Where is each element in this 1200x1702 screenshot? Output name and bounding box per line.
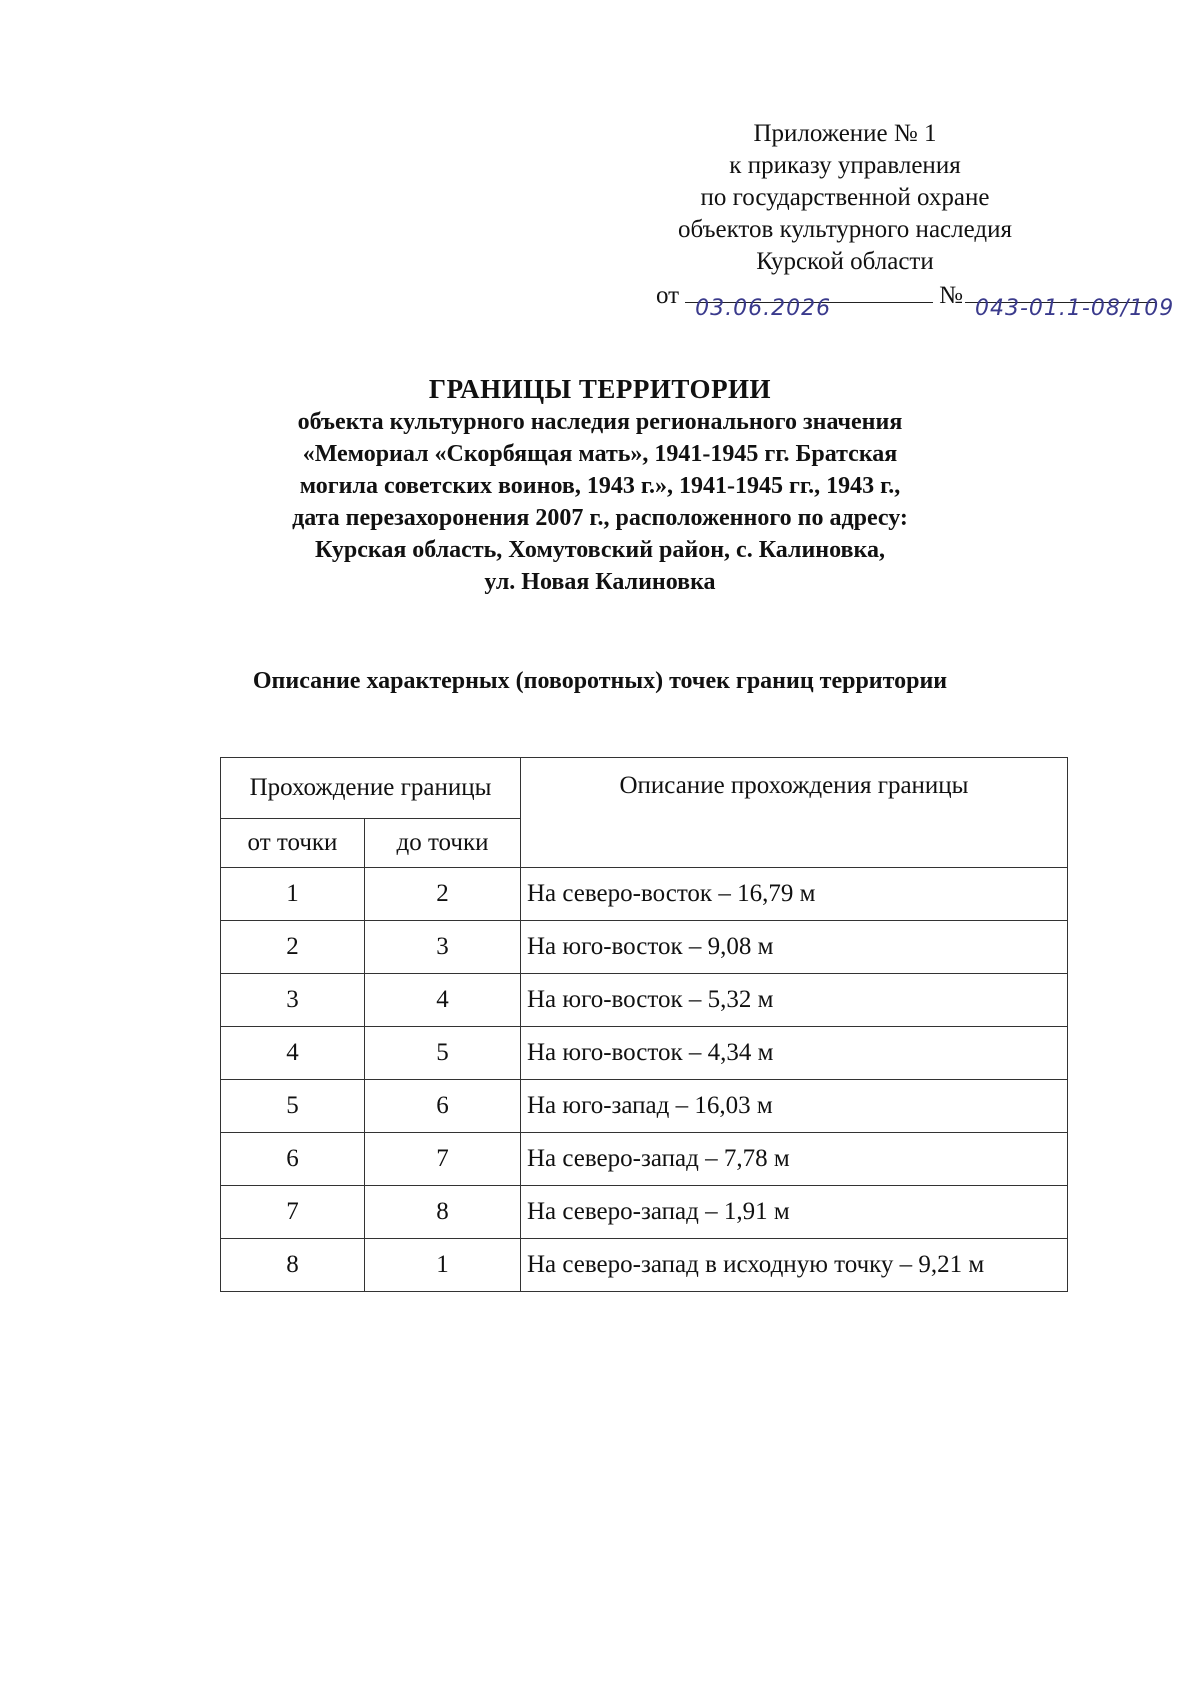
table-row xyxy=(221,1239,1068,1292)
subtitle-line-5: Курская область, Хомутовский район, с. Калиновка, xyxy=(315,537,885,563)
subtitle-line-1: объекта культурного наследия регионального значения xyxy=(297,409,903,435)
cell-from: 5 xyxy=(221,1080,365,1133)
subtitle-line-6: ул. Новая Калиновка xyxy=(484,569,716,595)
table-row xyxy=(221,1186,1068,1239)
handwritten-number: 043-01.1-08/109 xyxy=(974,296,1175,321)
table-row xyxy=(221,1080,1068,1133)
document-subtitle xyxy=(200,406,1000,598)
cell-description: На юго-запад – 16,03 м xyxy=(521,1080,1068,1133)
cell-from: 6 xyxy=(221,1133,365,1186)
header-description: Описание прохождения границы xyxy=(521,758,1068,868)
cell-to: 4 xyxy=(365,974,521,1027)
number-prefix: № xyxy=(939,282,963,309)
table-row xyxy=(221,1027,1068,1080)
subtitle-line-3: могила советских воинов, 1943 г.», 1941-1945 гг., 1943 г., xyxy=(299,473,901,499)
table-row xyxy=(221,974,1068,1027)
cell-description: На северо-запад – 1,91 м xyxy=(521,1186,1068,1239)
appendix-line-3: по государственной охране xyxy=(700,184,990,211)
table-row xyxy=(221,868,1068,921)
handwritten-date: 03.06.2026 xyxy=(695,296,832,321)
cell-description: На юго-восток – 5,32 м xyxy=(521,974,1068,1027)
title-block xyxy=(200,372,1000,598)
cell-from: 2 xyxy=(221,921,365,974)
document-title: ГРАНИЦЫ ТЕРРИТОРИИ xyxy=(428,374,772,404)
appendix-line-2: к приказу управления xyxy=(729,152,961,179)
cell-description: На юго-восток – 4,34 м xyxy=(521,1027,1068,1080)
cell-from: 3 xyxy=(221,974,365,1027)
appendix-line-5: Курской области xyxy=(756,248,934,275)
cell-from: 7 xyxy=(221,1186,365,1239)
appendix-line-4: объектов культурного наследия xyxy=(678,216,1012,243)
cell-to: 6 xyxy=(365,1080,521,1133)
cell-from: 8 xyxy=(221,1239,365,1292)
cell-to: 2 xyxy=(365,868,521,921)
appendix-block xyxy=(620,118,1175,321)
cell-to: 1 xyxy=(365,1239,521,1292)
cell-description: На юго-восток – 9,08 м xyxy=(521,921,1068,974)
cell-description: На северо-восток – 16,79 м xyxy=(521,868,1068,921)
section-title: Описание характерных (поворотных) точек границ территории xyxy=(252,668,948,694)
header-from-point: от точки xyxy=(221,819,365,868)
cell-to: 8 xyxy=(365,1186,521,1239)
subtitle-line-2: «Мемориал «Скорбящая мать», 1941-1945 гг. Братская xyxy=(302,441,898,467)
cell-from: 1 xyxy=(221,868,365,921)
date-prefix: от xyxy=(656,282,680,309)
header-passage: Прохождение границы xyxy=(221,758,521,819)
header-to-point: до точки xyxy=(365,819,521,868)
order-date-number-line xyxy=(656,280,1175,321)
subtitle-line-4: дата перезахоронения 2007 г., расположенного по адресу: xyxy=(292,505,908,531)
cell-to: 3 xyxy=(365,921,521,974)
number-field xyxy=(965,296,1175,321)
cell-from: 4 xyxy=(221,1027,365,1080)
cell-to: 5 xyxy=(365,1027,521,1080)
cell-to: 7 xyxy=(365,1133,521,1186)
table-row xyxy=(221,921,1068,974)
table-row xyxy=(221,1133,1068,1186)
cell-description: На северо-запад – 7,78 м xyxy=(521,1133,1068,1186)
date-field xyxy=(685,296,933,321)
cell-description: На северо-запад в исходную точку – 9,21 м xyxy=(521,1239,1068,1292)
boundary-points-table xyxy=(220,757,1068,1292)
appendix-line-1: Приложение № 1 xyxy=(753,120,937,147)
